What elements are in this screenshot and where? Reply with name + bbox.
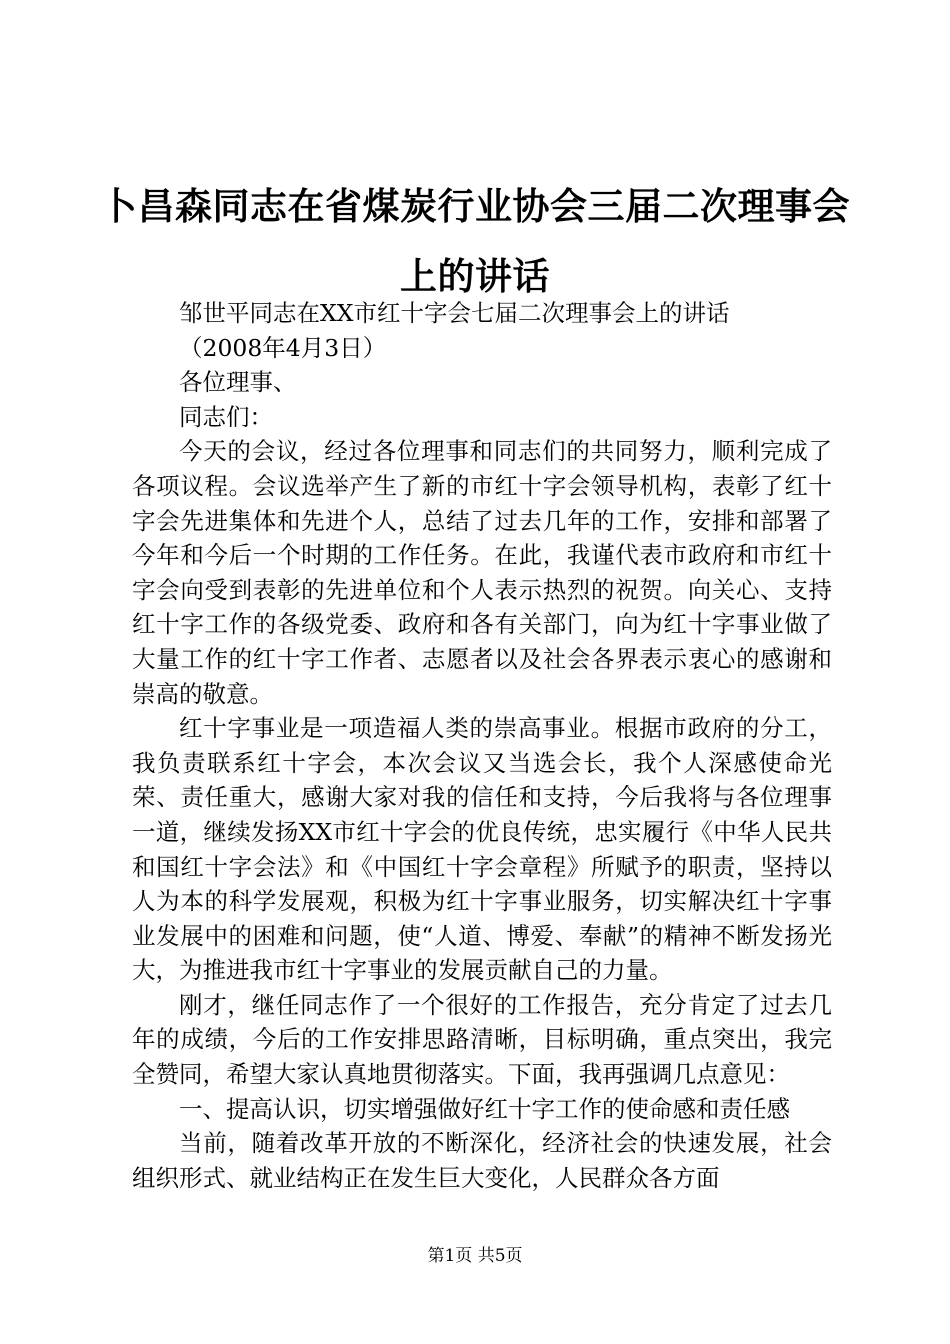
page-number-footer: 第1页 共5页	[427, 1246, 523, 1266]
section-heading: 一、提高认识，切实增强做好红十字工作的使命感和责任感	[179, 1094, 790, 1123]
document-title: 卜昌森同志在省煤炭行业协会三届二次理事会上的讲话	[100, 185, 850, 298]
body-paragraph: 当前，随着改革开放的不断深化，经济社会的快速发展，社会组织形式、就业结构正在发生巨大变化，人民群众各方面	[132, 1129, 832, 1192]
salutation-line-2: 同志们：	[179, 402, 273, 431]
body-paragraph: 红十字事业是一项造福人类的崇高事业。根据市政府的分工，我负责联系红十字会，本次会议又当选会长，我个人深感使命光荣、责任重大，感谢大家对我的信任和支持，今后我将与各位理事一道，继续发扬XX市红十字会的优良传统，忠实履行《中华人民共和国红十字会法》和《中国红十字会章程》所赋予的职责，坚持以人为本的科学发展观，积极为红十字事业服务，切实解决红十字事业发展中的困难和问题，使“人道、博爱、奉献”的精神不断发扬光大，为推进我市红十字事业的发展贡献自己的力量。	[132, 714, 832, 985]
date-line: （2008年4月3日）	[179, 333, 387, 362]
body-paragraph: 今天的会议，经过各位理事和同志们的共同努力，顺利完成了各项议程。会议选举产生了新的市红十字会领导机构，表彰了红十字会先进集体和先进个人，总结了过去几年的工作，安排和部署了今年和今后一个时期的工作任务。在此，我谨代表市政府和市红十字会向受到表彰的先进单位和个人表示热烈的祝贺。向关心、支持红十字工作的各级党委、政府和各有关部门，向为红十字事业做了大量工作的红十字工作者、志愿者以及社会各界表示衷心的感谢和崇高的敬意。	[132, 437, 832, 708]
salutation-line-1: 各位理事、	[179, 368, 297, 397]
document-body	[132, 296, 832, 1195]
subtitle-line: 邹世平同志在XX市红十字会七届二次理事会上的讲话	[179, 299, 730, 327]
body-paragraph: 刚才，继任同志作了一个很好的工作报告，充分肯定了过去几年的成绩，今后的工作安排思路清晰，目标明确，重点突出，我完全赞同，希望大家认真地贯彻落实。下面，我再强调几点意见：	[132, 990, 832, 1089]
